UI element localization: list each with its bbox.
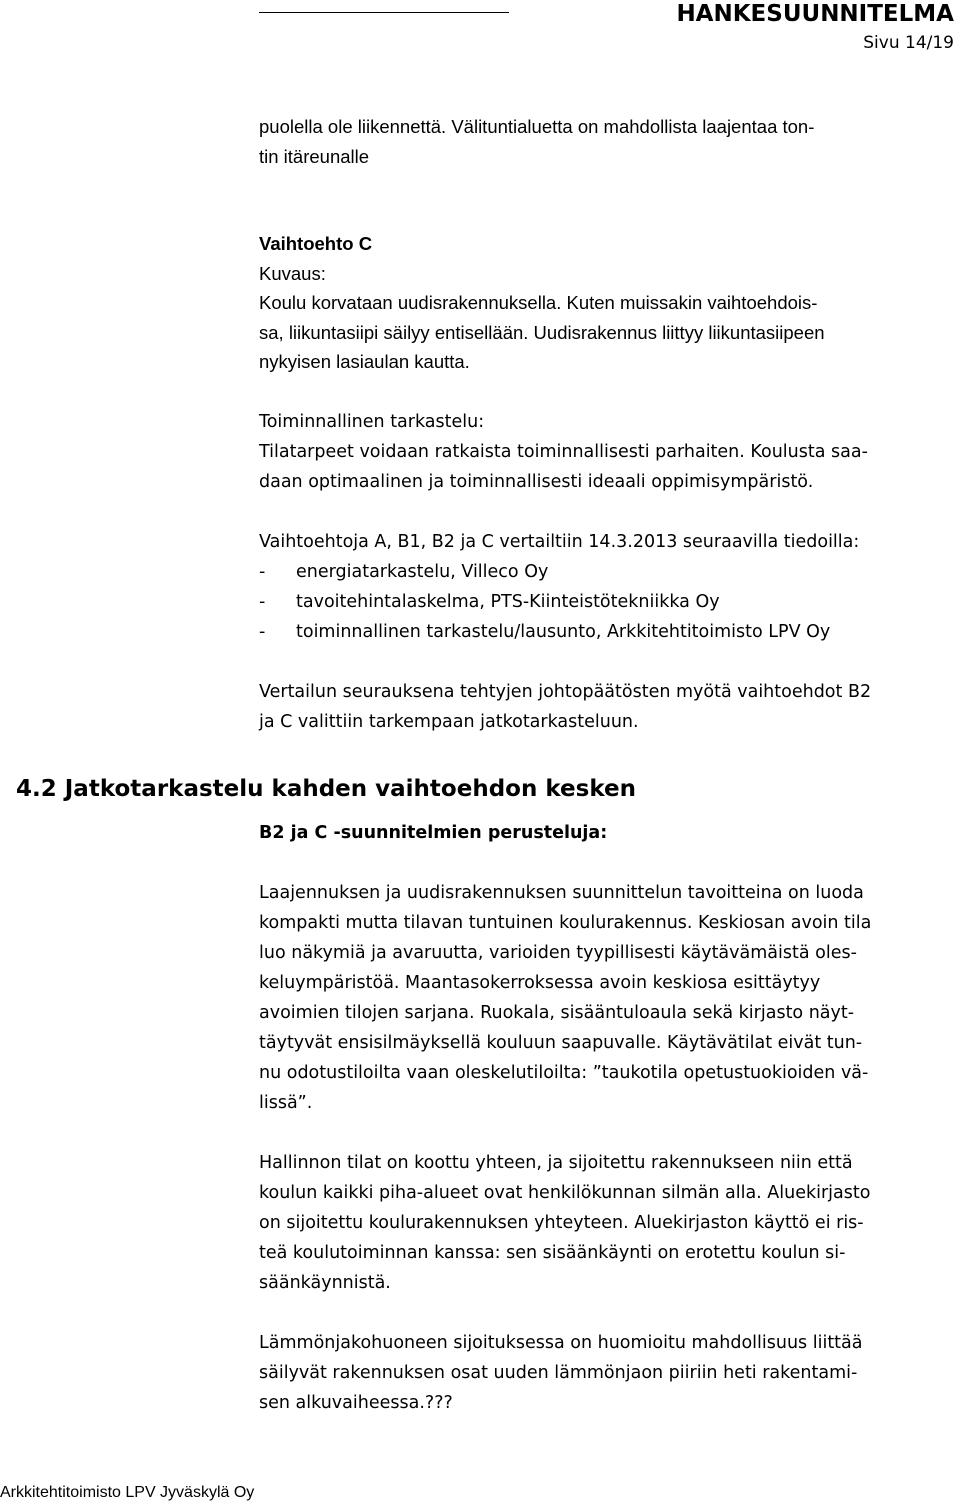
footer-company: Arkkitehtitoimisto LPV Jyväskylä Oy — [0, 1484, 255, 1501]
option-c-description-label: Kuvaus: — [259, 262, 326, 284]
text-line: säänkäynnistä. — [259, 1273, 391, 1293]
option-c-description — [259, 288, 959, 377]
text-line: sa, liikuntasiipi säilyy entisellään. Uudisrakennus liittyy liikuntasiipeen — [259, 321, 825, 343]
functional-review-text — [259, 437, 959, 497]
dash-bullet: - — [259, 561, 266, 582]
list-item — [259, 557, 959, 587]
list-item — [259, 617, 959, 647]
list-item-text: energiatarkastelu, Villeco Oy — [296, 561, 549, 582]
text-line: puolella ole liikennettä. Välituntialuetta on mahdollista laajentaa ton- — [259, 116, 815, 137]
dash-bullet: - — [259, 621, 266, 642]
text-line: nykyisen lasiaulan kautta. — [259, 351, 470, 372]
text-line: Hallinnon tilat on koottu yhteen, ja sijoitettu rakennukseen niin että — [259, 1153, 853, 1173]
text-line: lissä”. — [259, 1093, 313, 1113]
text-line: koulun kaikki piha-alueet ovat henkilökunnan silmän alla. Aluekirjasto — [259, 1183, 871, 1203]
document-title: HANKESUUNNITELMA — [676, 1, 954, 27]
text-line: on sijoitettu koulurakennuksen yhteyteen. Aluekirjaston käyttö ei ris- — [259, 1213, 864, 1233]
comparison-list — [259, 557, 959, 647]
page-content-upper — [259, 112, 959, 737]
text-line: ja C valittiin tarkempaan jatkotarkasteluun. — [259, 711, 639, 732]
paragraph-heat-distribution — [259, 1328, 959, 1418]
text-line: Laajennuksen ja uudisrakennuksen suunnittelun tavoitteina on luoda — [259, 883, 864, 903]
page-number: Sivu 14/19 — [863, 33, 954, 53]
dash-bullet: - — [259, 591, 266, 612]
list-item-text: toiminnallinen tarkastelu/lausunto, Arkkitehtitoimisto LPV Oy — [296, 621, 831, 642]
text-line: Tilatarpeet voidaan ratkaista toiminnallisesti parhaiten. Koulusta saa- — [259, 441, 868, 462]
text-line: kompakti mutta tilavan tuntuinen koulurakennus. Keskiosan avoin tila — [259, 913, 872, 933]
text-line: Vertailun seurauksena tehtyjen johtopäätösten myötä vaihtoehdot B2 — [259, 681, 872, 702]
page-content-lower — [259, 818, 959, 1418]
header-rule — [259, 12, 509, 13]
text-line: keluympäristöä. Maantasokerroksessa avoin keskiosa esittäytyy — [259, 973, 821, 993]
option-c-title: Vaihtoehto C — [259, 233, 373, 254]
text-line: daan optimaalinen ja toiminnallisesti ideaali oppimisympäristö. — [259, 471, 814, 492]
text-line: luo näkymiä ja avaruutta, varioiden tyypillisesti käytävämäistä oles- — [259, 943, 857, 963]
text-line: avoimien tilojen sarjana. Ruokala, sisääntuloaula sekä kirjasto näyt- — [259, 1003, 855, 1023]
text-line: nu odotustiloilta vaan oleskelutiloilta: ”taukotila opetustuokioiden vä- — [259, 1063, 869, 1083]
list-item-text: tavoitehintalaskelma, PTS-Kiinteistötekniikka Oy — [296, 591, 720, 612]
text-line: Koulu korvataan uudisrakennuksella. Kuten muissakin vaihtoehdois- — [259, 292, 818, 313]
comparison-intro: Vaihtoehtoja A, B1, B2 ja C vertailtiin 14.3.2013 seuraavilla tiedoilla: — [259, 531, 860, 552]
list-item — [259, 587, 959, 617]
comparison-conclusion — [259, 677, 959, 737]
section-heading: 4.2 Jatkotarkastelu kahden vaihtoehdon kesken — [16, 776, 636, 802]
text-line: Lämmönjakohuoneen sijoituksessa on huomioitu mahdollisuus liittää — [259, 1333, 863, 1353]
continued-paragraph — [259, 112, 959, 171]
subheading: B2 ja C -suunnitelmien perusteluja: — [259, 823, 608, 843]
text-line: tin itäreunalle — [259, 145, 370, 167]
paragraph-design-goals — [259, 878, 959, 1118]
text-line: teä koulutoiminnan kanssa: sen sisäänkäynti on erotettu koulun si- — [259, 1243, 846, 1263]
text-line: täytyvät ensisilmäyksellä kouluun saapuvalle. Käytävätilat eivät tun- — [259, 1033, 863, 1053]
text-line: sen alkuvaiheessa.??? — [259, 1393, 453, 1413]
text-line: säilyvät rakennuksen osat uuden lämmönjaon piiriin heti rakentami- — [259, 1363, 858, 1383]
paragraph-administration — [259, 1148, 959, 1298]
functional-review-label: Toiminnallinen tarkastelu: — [259, 411, 485, 432]
